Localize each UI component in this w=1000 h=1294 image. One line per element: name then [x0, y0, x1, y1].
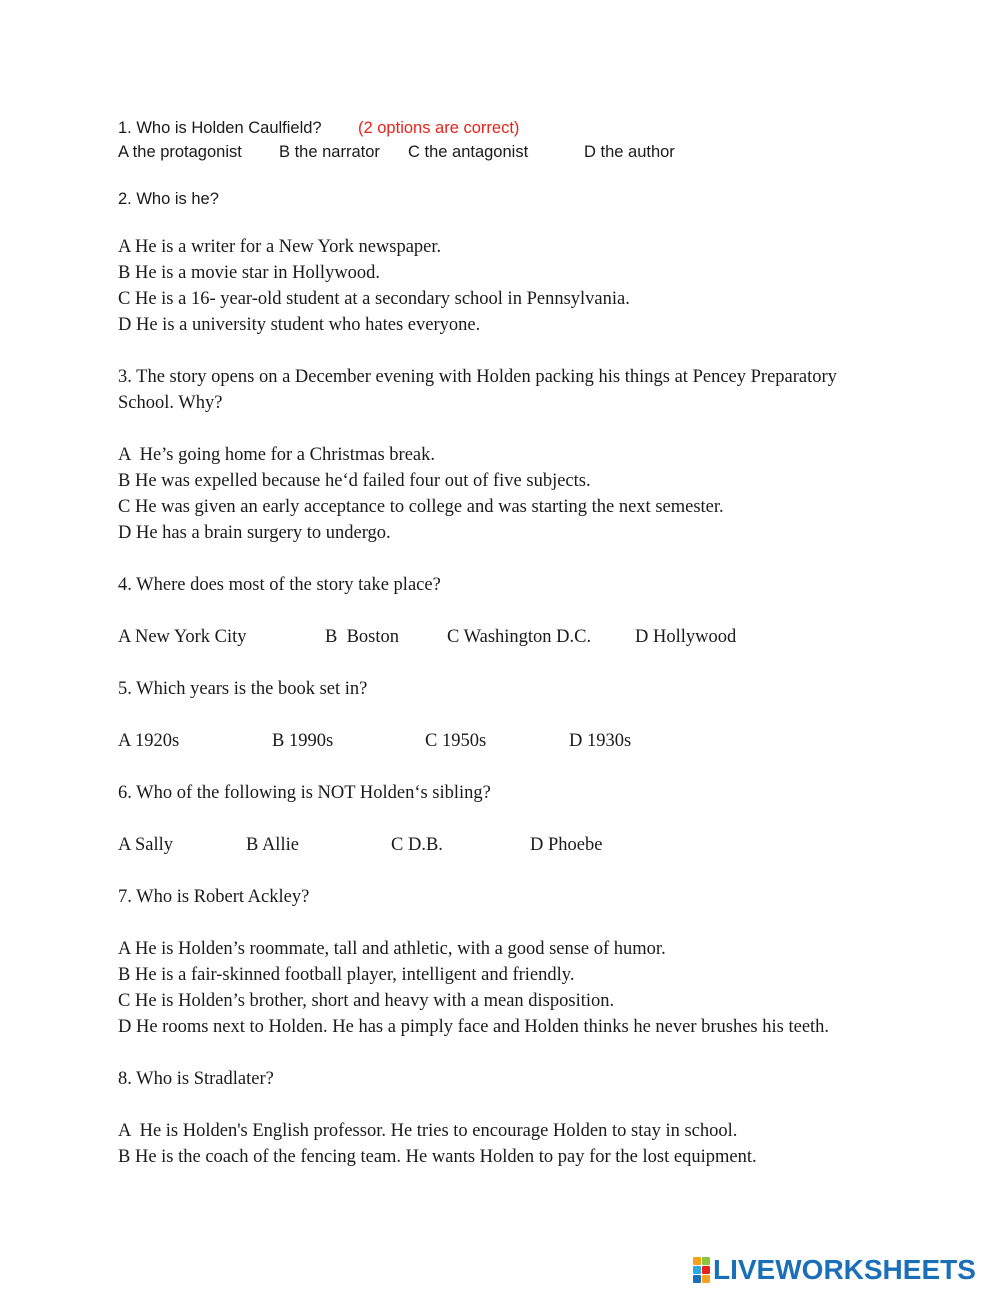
- q6-option-c: C D.B.: [391, 835, 443, 855]
- q2-option-d: D He is a university student who hates everyone.: [118, 315, 481, 335]
- q6-option-d: D Phoebe: [530, 835, 603, 855]
- q3-question-line1: 3. The story opens on a December evening with Holden packing his things at Pencey Preparatory: [118, 367, 837, 387]
- logo-block: [702, 1257, 710, 1265]
- logo-text: LIVEWORKSHEETS: [713, 1254, 976, 1285]
- q4-option-d: D Hollywood: [635, 627, 737, 647]
- q1-note: (2 options are correct): [358, 119, 520, 137]
- q8-question: 8. Who is Stradlater?: [118, 1069, 274, 1089]
- q5-option-b: B 1990s: [272, 731, 334, 751]
- q4-question: 4. Where does most of the story take place?: [118, 575, 441, 595]
- q3-option-a: A He’s going home for a Christmas break.: [118, 445, 436, 465]
- logo-mark-icon: [693, 1257, 710, 1283]
- q5-question: 5. Which years is the book set in?: [118, 679, 368, 699]
- q6-option-b: B Allie: [246, 835, 299, 855]
- q1-question: 1. Who is Holden Caulfield?: [118, 119, 322, 137]
- liveworksheets-logo: [693, 1254, 976, 1286]
- q7-option-a: A He is Holden’s roommate, tall and athletic, with a good sense of humor.: [118, 939, 666, 959]
- q8-option-b: B He is the coach of the fencing team. He wants Holden to pay for the lost equipment.: [118, 1147, 757, 1167]
- q3-option-d: D He has a brain surgery to undergo.: [118, 523, 391, 543]
- q3-question-line2: School. Why?: [118, 393, 223, 413]
- q4-option-b: B Boston: [325, 627, 400, 647]
- logo-block: [702, 1266, 710, 1274]
- q1-option-d: D the author: [584, 143, 675, 161]
- q4-option-c: C Washington D.C.: [447, 627, 592, 647]
- q7-option-d: D He rooms next to Holden. He has a pimply face and Holden thinks he never brushes his teeth.: [118, 1017, 830, 1037]
- q6-question: 6. Who of the following is NOT Holden‘s sibling?: [118, 783, 491, 803]
- q6-option-a: A Sally: [118, 835, 173, 855]
- q4-option-a: A New York City: [118, 627, 247, 647]
- q2-question: 2. Who is he?: [118, 190, 219, 208]
- q7-question: 7. Who is Robert Ackley?: [118, 887, 310, 907]
- logo-block: [702, 1275, 710, 1283]
- q2-option-c: C He is a 16- year-old student at a secondary school in Pennsylvania.: [118, 289, 630, 309]
- q5-option-d: D 1930s: [569, 731, 632, 751]
- q2-option-b: B He is a movie star in Hollywood.: [118, 263, 381, 283]
- q2-option-a: A He is a writer for a New York newspaper.: [118, 237, 442, 257]
- q3-option-b: B He was expelled because he‘d failed four out of five subjects.: [118, 471, 591, 491]
- logo-block: [693, 1266, 701, 1274]
- q8-option-a: A He is Holden's English professor. He tries to encourage Holden to stay in school.: [118, 1121, 738, 1141]
- q5-option-a: A 1920s: [118, 731, 180, 751]
- q1-option-c: C the antagonist: [408, 143, 529, 161]
- q5-option-c: C 1950s: [425, 731, 487, 751]
- q1-option-b: B the narrator: [279, 143, 380, 161]
- q1-option-a: A the protagonist: [118, 143, 242, 161]
- q7-option-c: C He is Holden’s brother, short and heavy with a mean disposition.: [118, 991, 615, 1011]
- logo-block: [693, 1257, 701, 1265]
- logo-block: [693, 1275, 701, 1283]
- q7-option-b: B He is a fair-skinned football player, intelligent and friendly.: [118, 965, 575, 985]
- q3-option-c: C He was given an early acceptance to college and was starting the next semester.: [118, 497, 724, 517]
